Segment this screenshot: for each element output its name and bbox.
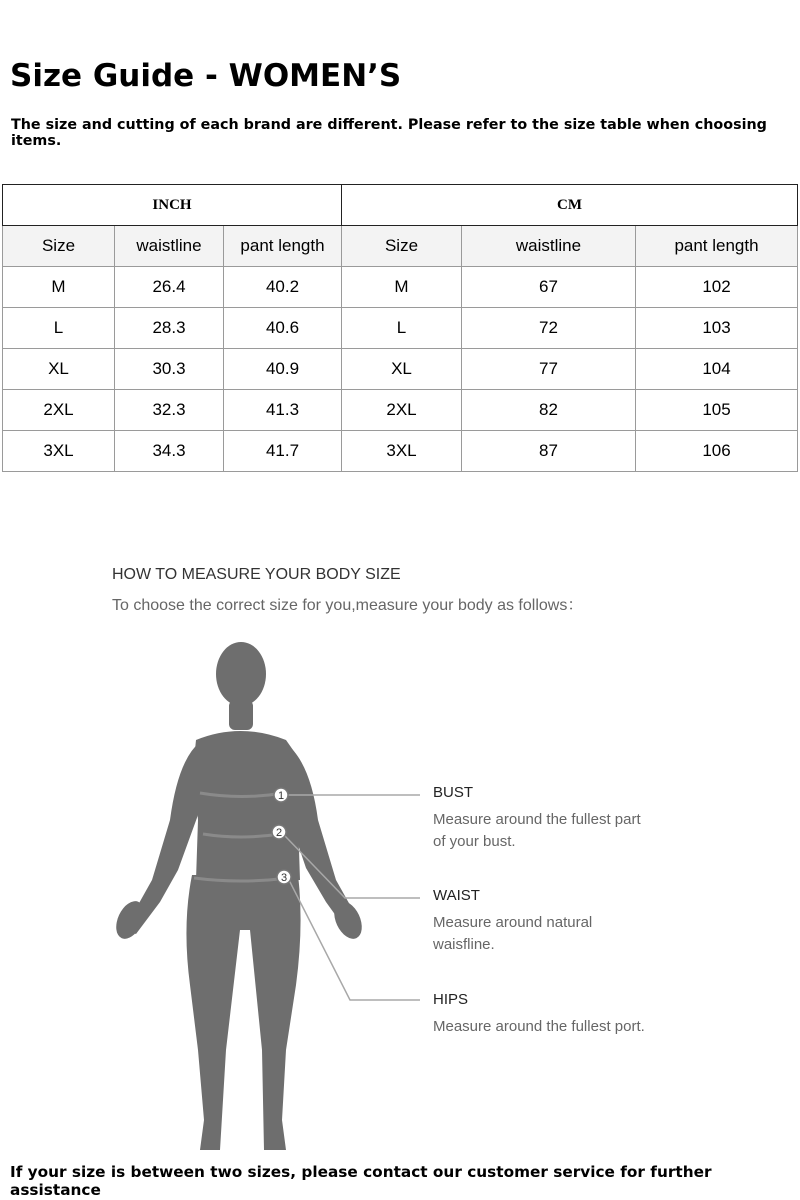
table-cell: 28.3: [115, 308, 224, 349]
marker-2-label: 2: [275, 827, 283, 839]
table-cell: 2XL: [342, 390, 462, 431]
table-cell: M: [342, 267, 462, 308]
table-cell: 103: [636, 308, 798, 349]
table-cell: 26.4: [115, 267, 224, 308]
waist-description-line-1: Measure around natural: [433, 914, 593, 931]
bust-description-line-1: Measure around the fullest part: [433, 811, 641, 828]
table-cell: 32.3: [115, 390, 224, 431]
table-cell: 72: [462, 308, 636, 349]
table-cell: 104: [636, 349, 798, 390]
body-figure-diagram: [0, 620, 800, 1160]
measure-heading: HOW TO MEASURE YOUR BODY SIZE: [112, 566, 401, 583]
column-header: pant length: [224, 226, 342, 267]
table-cell: M: [3, 267, 115, 308]
footer-note: If your size is between two sizes, please contact our customer service for further assistance: [10, 1163, 712, 1199]
hips-description: Measure around the fullest port.: [433, 1018, 645, 1035]
table-cell: 105: [636, 390, 798, 431]
table-row: [3, 267, 798, 308]
marker-3-label: 3: [280, 872, 288, 884]
page-title: Size Guide - WOMEN’S: [10, 58, 402, 94]
body-silhouette: [111, 642, 368, 1150]
table-cell: L: [3, 308, 115, 349]
table-cell: XL: [342, 349, 462, 390]
column-header: Size: [3, 226, 115, 267]
measure-subheading: To choose the correct size for you,measure your body as follows：: [112, 597, 584, 614]
table-cell: 41.3: [224, 390, 342, 431]
table-cell: 106: [636, 431, 798, 472]
unit-cm-header: CM: [342, 185, 798, 226]
table-cell: 34.3: [115, 431, 224, 472]
table-row: [3, 308, 798, 349]
table-cell: 67: [462, 267, 636, 308]
table-cell: 40.2: [224, 267, 342, 308]
column-header: waistline: [115, 226, 224, 267]
waist-description-line-2: waisfline.: [433, 936, 495, 953]
table-cell: XL: [3, 349, 115, 390]
table-cell: 77: [462, 349, 636, 390]
marker-hips: [277, 870, 291, 884]
table-cell: 30.3: [115, 349, 224, 390]
table-cell: 41.7: [224, 431, 342, 472]
marker-1-label: 1: [277, 790, 285, 802]
size-table: [2, 184, 798, 472]
table-cell: 3XL: [3, 431, 115, 472]
size-note: The size and cutting of each brand are different. Please refer to the size table when choosing items.: [11, 117, 767, 149]
table-cell: L: [342, 308, 462, 349]
unit-inch-header: INCH: [3, 185, 342, 226]
table-row: [3, 390, 798, 431]
column-header: pant length: [636, 226, 798, 267]
table-row: [3, 431, 798, 472]
table-cell: 40.6: [224, 308, 342, 349]
table-cell: 102: [636, 267, 798, 308]
marker-bust: [274, 788, 288, 802]
column-header: Size: [342, 226, 462, 267]
bust-description-line-2: of your bust.: [433, 833, 516, 850]
unit-row: [3, 185, 798, 226]
hips-label: HIPS: [433, 991, 469, 1008]
column-header: waistline: [462, 226, 636, 267]
table-cell: 82: [462, 390, 636, 431]
bust-label: BUST: [433, 784, 474, 801]
column-header-row: [3, 226, 798, 267]
waist-label: WAIST: [433, 887, 480, 904]
table-cell: 40.9: [224, 349, 342, 390]
marker-waist: [272, 825, 286, 839]
table-cell: 2XL: [3, 390, 115, 431]
table-row: [3, 349, 798, 390]
table-cell: 87: [462, 431, 636, 472]
table-cell: 3XL: [342, 431, 462, 472]
